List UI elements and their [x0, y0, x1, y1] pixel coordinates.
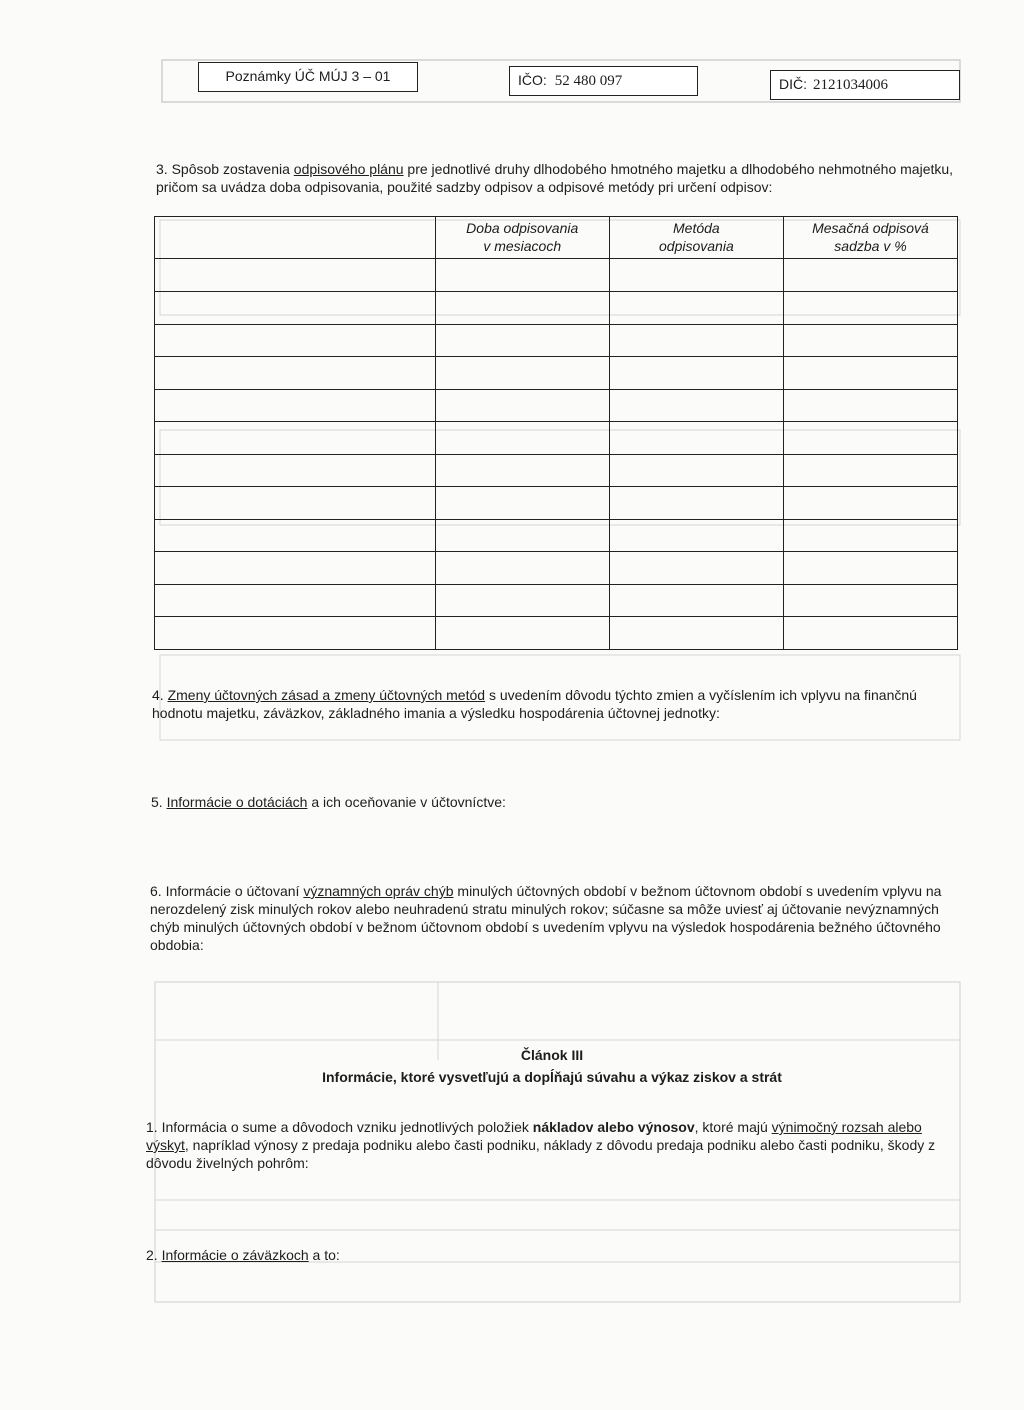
item2-number: 2.	[146, 1247, 158, 1263]
table-cell	[609, 487, 783, 520]
table-cell	[609, 324, 783, 357]
table-cell	[783, 454, 957, 487]
section3-text	[156, 160, 966, 196]
table-cell	[435, 487, 609, 520]
table-row	[155, 454, 958, 487]
table-row	[155, 552, 958, 585]
item1-underlined: výnimočný rozsah alebo výskyt	[146, 1119, 922, 1153]
table-cell	[435, 454, 609, 487]
header-method-line1: Metóda	[673, 220, 720, 236]
section4-text	[152, 686, 960, 722]
section6-pre: Informácie o účtovaní	[165, 883, 304, 899]
dic-label: DIČ:	[779, 76, 807, 92]
table-cell	[155, 422, 436, 455]
item2-text	[146, 1246, 952, 1264]
table-cell	[783, 259, 957, 292]
table-cell	[155, 259, 436, 292]
table-row	[155, 357, 958, 390]
table-row	[155, 324, 958, 357]
table-cell	[155, 357, 436, 390]
header-period-line1: Doba odpisovania	[466, 220, 579, 236]
header-method-line2: odpisovania	[659, 238, 734, 254]
table-cell	[435, 617, 609, 650]
item1-number: 1.	[146, 1119, 158, 1135]
table-cell	[609, 552, 783, 585]
table-row	[155, 422, 958, 455]
table-cell	[783, 292, 957, 325]
item1-mid: , ktoré majú	[694, 1119, 772, 1135]
table-cell	[609, 357, 783, 390]
table-cell	[435, 519, 609, 552]
table-cell	[435, 552, 609, 585]
section3-post: pre jednotlivé druhy dlhodobého hmotného majetku a dlhodobého nehmotného majetku, pričom sa uvádza doba odpisovania, použité sadzby odpisov a odpisové metódy pri určení odpisov:	[156, 161, 954, 195]
ico-value: 52 480 097	[554, 73, 623, 89]
form-label: Poznámky ÚČ MÚJ 3 – 01	[225, 68, 391, 84]
table-cell	[155, 519, 436, 552]
section6-number: 6.	[150, 883, 162, 899]
depreciation-plan-table	[154, 216, 958, 650]
section6-text	[150, 882, 958, 954]
section3-pre: Spôsob zostavenia	[171, 161, 294, 177]
section4-post: s uvedením dôvodu týchto zmien a vyčíslením ich vplyvu na finančnú hodnotu majetku, záväzkov, základného imania a výsledku hospodárenia účtovnej jednotky:	[152, 687, 917, 721]
table-cell	[155, 487, 436, 520]
item2-post: a to:	[308, 1247, 340, 1263]
article-title: Článok III	[520, 1047, 584, 1063]
section6-underlined: významných opráv chýb	[303, 883, 454, 899]
header-cell-rate	[783, 217, 957, 259]
table-cell	[435, 389, 609, 422]
table-cell	[783, 389, 957, 422]
table-row	[155, 389, 958, 422]
section5-underlined: Informácie o dotáciách	[166, 794, 308, 810]
table-cell	[609, 617, 783, 650]
table-cell	[609, 422, 783, 455]
table-cell	[783, 357, 957, 390]
ico-label: IČO:	[518, 72, 547, 88]
table-cell	[609, 292, 783, 325]
dic-value: 2121034006	[813, 77, 888, 93]
table-row	[155, 259, 958, 292]
table-cell	[783, 519, 957, 552]
table-cell	[155, 584, 436, 617]
table-body	[155, 259, 958, 650]
table-cell	[609, 389, 783, 422]
header-cell-period	[435, 217, 609, 259]
dic-box	[770, 70, 960, 100]
section3-underlined: odpisového plánu	[293, 161, 404, 177]
table-cell	[155, 552, 436, 585]
section5-text	[151, 793, 959, 811]
table-cell	[783, 584, 957, 617]
table-row	[155, 292, 958, 325]
table-row	[155, 519, 958, 552]
table-cell	[435, 584, 609, 617]
header-period-line2: v mesiacoch	[483, 238, 562, 254]
section5-number: 5.	[151, 794, 163, 810]
table-header-row	[155, 217, 958, 259]
table-row	[155, 584, 958, 617]
section5-post: a ich oceňovanie v účtovníctve:	[307, 794, 506, 810]
section6-post: minulých účtovných období v bežnom účtovnom období s uvedením vplyvu na nerozdelený zisk minulých rokov alebo neuhradenú stratu minulých rokov; súčasne sa môže uviesť aj účtovanie nevýznamných chýb minulých účtovných období v bežnom účtovnom období s uvedením vplyvu na výsledok hospodárenia bežného účtovného obdobia:	[150, 883, 942, 953]
header-rate-line2: sadzba v %	[834, 238, 907, 254]
table-cell	[435, 422, 609, 455]
table-cell	[783, 552, 957, 585]
table-cell	[155, 389, 436, 422]
section4-underlined: Zmeny účtovných zásad a zmeny účtovných metód	[167, 687, 486, 703]
table-row	[155, 487, 958, 520]
table-cell	[435, 259, 609, 292]
table-cell	[435, 292, 609, 325]
table-cell	[435, 357, 609, 390]
item1-bold: nákladov alebo výnosov	[532, 1119, 695, 1135]
header-cell-type	[155, 217, 436, 259]
table-cell	[609, 584, 783, 617]
table-cell	[155, 324, 436, 357]
table-cell	[609, 519, 783, 552]
form-label-box	[198, 62, 418, 92]
table-cell	[155, 292, 436, 325]
section4-number: 4.	[152, 687, 164, 703]
item1-post: , napríklad výnosy z predaja podniku alebo časti podniku, náklady z dôvodu predaja podniku alebo časti podniku, škody z dôvodu živelných pohrôm:	[146, 1137, 936, 1171]
table-cell	[783, 324, 957, 357]
table-cell	[783, 422, 957, 455]
table-cell	[783, 487, 957, 520]
table-cell	[609, 454, 783, 487]
header-rate-line1: Mesačná odpisová	[812, 220, 929, 236]
ico-box	[509, 66, 698, 96]
table-row	[155, 617, 958, 650]
table-cell	[155, 454, 436, 487]
article-subtitle: Informácie, ktoré vysvetľujú a dopĺňajú súvahu a výkaz ziskov a strát	[322, 1069, 782, 1085]
table-cell	[435, 324, 609, 357]
section3-number: 3.	[156, 161, 168, 177]
table-cell	[783, 617, 957, 650]
table-cell	[609, 259, 783, 292]
item1-text	[146, 1118, 952, 1172]
header-cell-method	[609, 217, 783, 259]
table-cell	[155, 617, 436, 650]
item1-pre: Informácia o sume a dôvodoch vzniku jednotlivých položiek	[161, 1119, 533, 1135]
item2-underlined: Informácie o záväzkoch	[161, 1247, 309, 1263]
